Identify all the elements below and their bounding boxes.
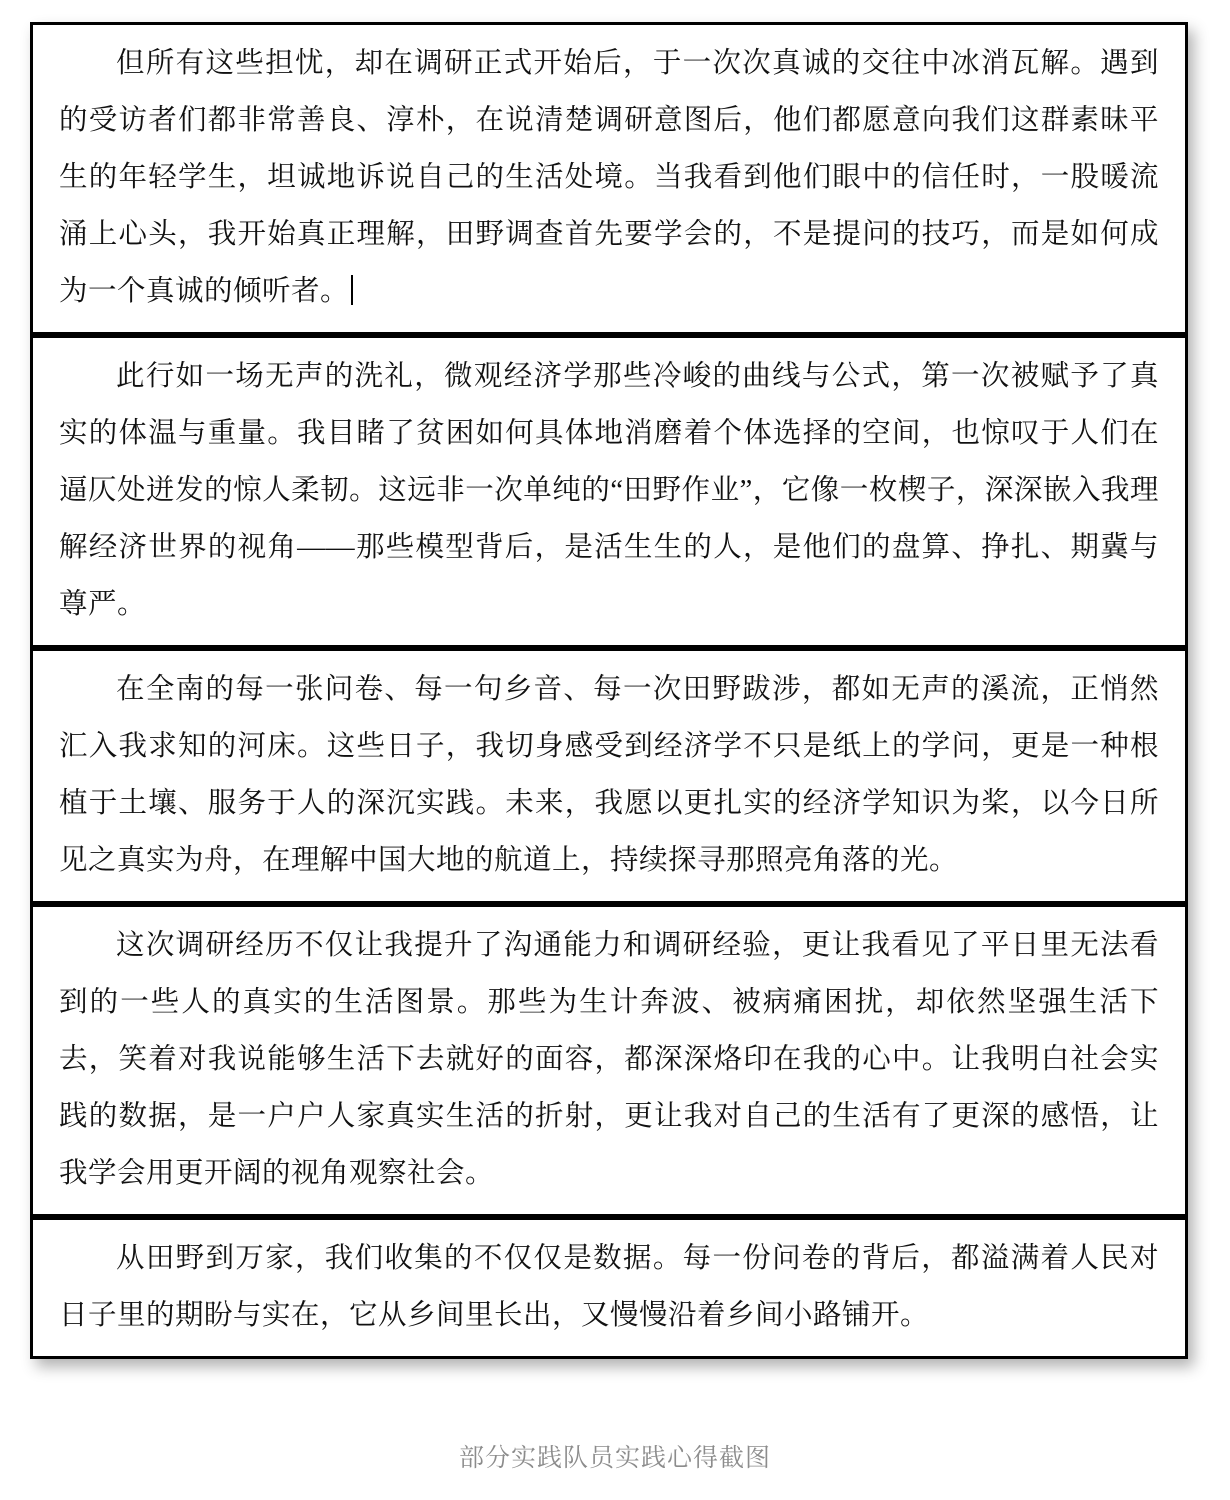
- paragraph-text: 此行如一场无声的洗礼，微观经济学那些冷峻的曲线与公式，第一次被赋予了真实的体温与重量。我目睹了贫困如何具体地消磨着个体选择的空间，也惊叹于人们在逼仄处迸发的惊人柔韧。这远非一次单纯的“田野作业”，它像一枚楔子，深深嵌入我理解经济世界的视角——那些模型背后，是活生生的人，是他们的盘算、挣扎、期冀与尊严。: [59, 361, 1159, 620]
- image-caption: 部分实践队员实践心得截图: [458, 1444, 771, 1472]
- paragraph-text: 在全南的每一张问卷、每一句乡音、每一次田野跋涉，都如无声的溪流，正悄然汇入我求知的河床。这些日子，我切身感受到经济学不只是纸上的学问，更是一种根植于土壤、服务于人的深沉实践。未来，我愿以更扎实的经济学知识为桨，以今日所见之真实为舟，在理解中国大地的航道上，持续探寻那照亮角落的光。: [59, 674, 1159, 876]
- paragraph-text: 从田野到万家，我们收集的不仅仅是数据。每一份问卷的背后，都溢满着人民对日子里的期盼与实在，它从乡间里长出，又慢慢沿着乡间小路铺开。: [59, 1243, 1159, 1331]
- text-cursor: [351, 275, 353, 305]
- paragraph-block-1: [33, 25, 1185, 332]
- paragraph-text: 这次调研经历不仅让我提升了沟通能力和调研经验，更让我看见了平日里无法看到的一些人的真实的生活图景。那些为生计奔波、被病痛困扰，却依然坚强生活下去，笑着对我说能够生活下去就好的面容，都深深烙印在我的心中。让我明白社会实践的数据，是一户户人家真实生活的折射，更让我对自己的生活有了更深的感悟，让我学会用更开阔的视角观察社会。: [59, 930, 1159, 1189]
- paragraph-block-3: [33, 645, 1185, 901]
- document-card: [30, 22, 1188, 1359]
- paragraph-block-2: [33, 332, 1185, 645]
- paragraph-text: 但所有这些担忧，却在调研正式开始后，于一次次真诚的交往中冰消瓦解。遇到的受访者们都非常善良、淳朴，在说清楚调研意图后，他们都愿意向我们这群素昧平生的年轻学生，坦诚地诉说自己的生活处境。当我看到他们眼中的信任时，一股暖流涌上心头，我开始真正理解，田野调查首先要学会的，不是提问的技巧，而是如何成为一个真诚的倾听者。: [59, 48, 1159, 307]
- paragraph-block-4: [33, 901, 1185, 1214]
- paragraph-block-5: [33, 1214, 1185, 1356]
